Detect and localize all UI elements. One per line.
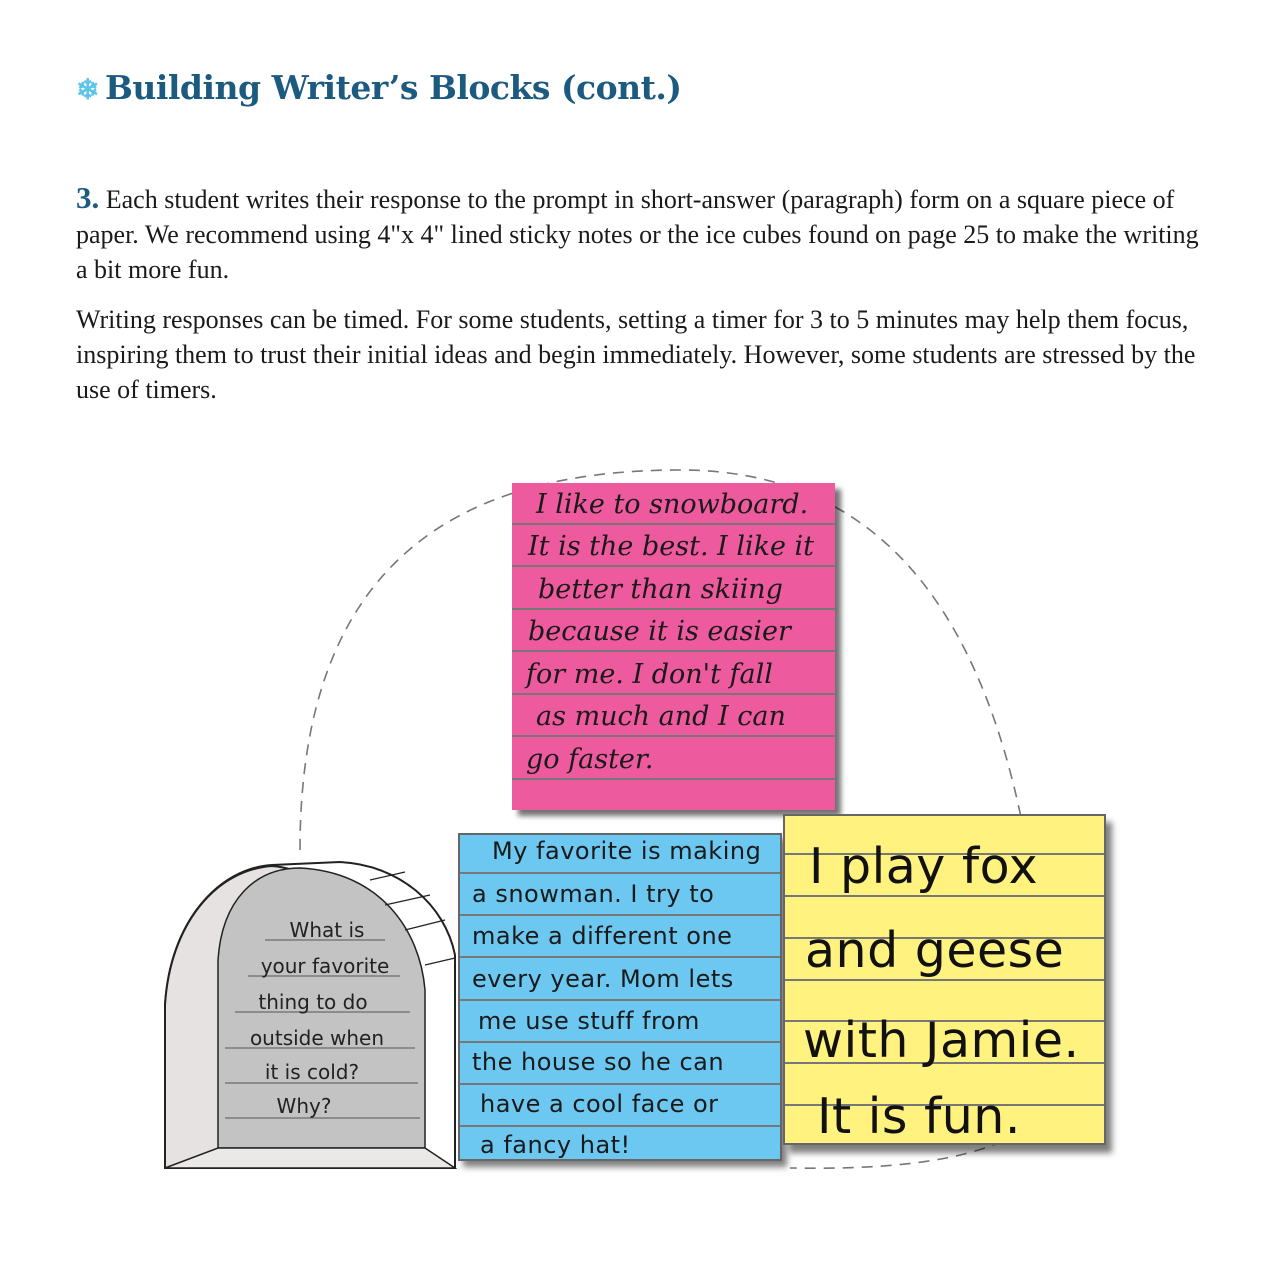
pink-sticky-note bbox=[512, 483, 835, 810]
note-line: better than skiing bbox=[538, 574, 783, 605]
note-line: make a different one bbox=[472, 922, 733, 950]
note-line: and geese bbox=[805, 922, 1065, 979]
note-line: for me. I don't fall bbox=[526, 659, 773, 690]
note-line: the house so he can bbox=[472, 1048, 725, 1076]
note-line: as much and I can bbox=[536, 701, 786, 732]
note-line: because it is easier bbox=[528, 616, 791, 647]
timing-paragraph: Writing responses can be timed. For some students, setting a timer for 3 to 5 minutes may help them focus, inspiring them to trust their initial ideas and begin immediately. However, some students are stressed by the use of timers. bbox=[76, 305, 1196, 404]
note-line: every year. Mom lets bbox=[472, 965, 734, 993]
note-line: My favorite is making bbox=[492, 837, 762, 865]
note-line: It is fun. bbox=[817, 1088, 1021, 1145]
igloo-prompt-line: your favorite bbox=[260, 954, 390, 978]
note-line: I play fox bbox=[809, 838, 1039, 895]
igloo-tunnel-floor bbox=[165, 1148, 455, 1168]
note-line: I like to snowboard. bbox=[536, 489, 809, 520]
note-line: me use stuff from bbox=[478, 1007, 700, 1035]
igloo-prompt-line: Why? bbox=[276, 1094, 332, 1118]
blue-sticky-note bbox=[458, 833, 782, 1161]
note-line: It is the best. I like it bbox=[528, 531, 815, 562]
page-title-text: Building Writer’s Blocks (cont.) bbox=[104, 68, 682, 107]
snowflake-icon: ❄ bbox=[76, 73, 99, 106]
yellow-sticky-note bbox=[783, 814, 1106, 1145]
note-line: a snowman. I try to bbox=[472, 880, 715, 908]
note-line: with Jamie. bbox=[803, 1012, 1080, 1069]
igloo-prompt-line: What is bbox=[289, 918, 365, 942]
step-number: 3. bbox=[76, 180, 100, 215]
step-3-text: Each student writes their response to the prompt in short-answer (paragraph) form on a square piece of paper. We recommend using 4"x 4" lined sticky notes or the ice cubes found on page 25 to make the writing a bit more fun. bbox=[76, 185, 1199, 284]
note-line: a fancy hat! bbox=[480, 1131, 631, 1159]
igloo-prompt-line: it is cold? bbox=[264, 1060, 360, 1084]
igloo-prompt-line: outside when bbox=[249, 1026, 385, 1050]
note-line: go faster. bbox=[526, 744, 654, 775]
igloo-prompt-line: thing to do bbox=[258, 990, 368, 1014]
note-line: have a cool face or bbox=[480, 1090, 719, 1118]
